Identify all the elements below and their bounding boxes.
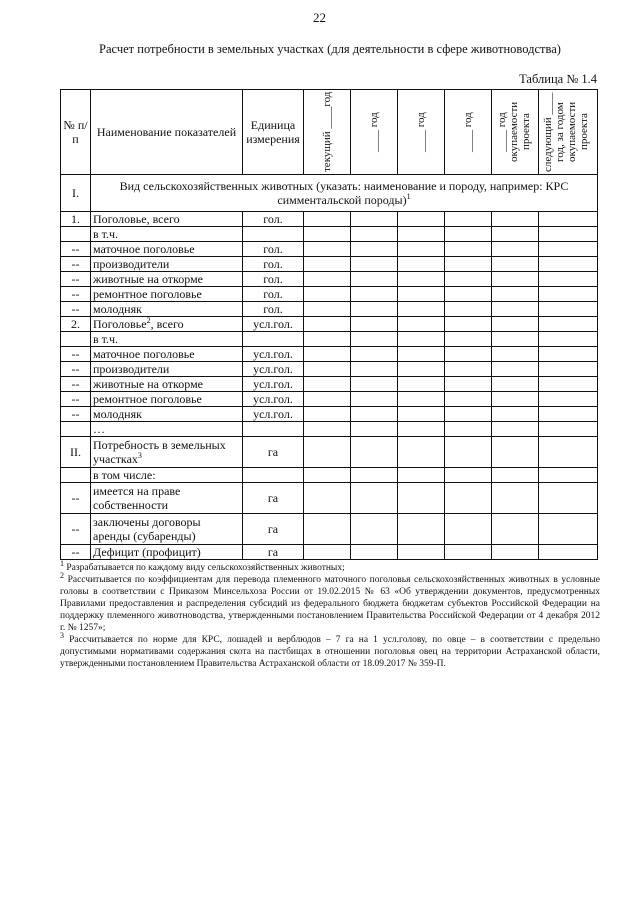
value-cell: [351, 227, 398, 242]
value-cell: [539, 257, 598, 272]
row-num: [61, 227, 91, 242]
value-cell: [351, 257, 398, 272]
row-name: имеется на праве собственности: [91, 483, 243, 514]
value-cell: [445, 407, 492, 422]
page-title: Расчет потребности в земельных участках (для деятельности в сфере животноводства): [99, 42, 561, 56]
value-cell: [304, 468, 351, 483]
section2-name: Потребность в земельных участках$^3$: [91, 437, 243, 468]
value-cell: [445, 392, 492, 407]
row-unit: га: [243, 545, 304, 560]
value-cell: [492, 422, 539, 437]
row-name: в т.ч.: [91, 332, 243, 347]
row-num: --: [61, 377, 91, 392]
header-year-current: текущий ____год: [304, 90, 351, 175]
value-cell: [351, 545, 398, 560]
value-cell: [398, 287, 445, 302]
header-year-2: ____ год: [351, 90, 398, 175]
value-cell: [539, 407, 598, 422]
row-unit: гол.: [243, 272, 304, 287]
row-name: маточное поголовье: [91, 347, 243, 362]
page-number: 22: [313, 10, 326, 25]
value-cell: [445, 422, 492, 437]
value-cell: [492, 347, 539, 362]
value-cell: [351, 317, 398, 332]
value-cell: [351, 362, 398, 377]
value-cell: [492, 483, 539, 514]
value-cell: [492, 468, 539, 483]
table-row: [61, 362, 598, 377]
value-cell: [492, 212, 539, 227]
value-cell: [492, 377, 539, 392]
value-cell: [445, 347, 492, 362]
row-name: ремонтное поголовье: [91, 287, 243, 302]
row-name: производители: [91, 257, 243, 272]
value-cell: [351, 242, 398, 257]
row-unit: гол.: [243, 212, 304, 227]
value-cell: [445, 362, 492, 377]
row-num: --: [61, 347, 91, 362]
row-name: в том числе:: [91, 468, 243, 483]
row-unit: гол.: [243, 257, 304, 272]
table-row: [61, 514, 598, 545]
row-name: животные на откорме: [91, 272, 243, 287]
section2-num: II.: [61, 437, 91, 468]
header-year-3: ____ год: [398, 90, 445, 175]
value-cell: [304, 242, 351, 257]
value-cell: [445, 257, 492, 272]
value-cell: [304, 377, 351, 392]
value-cell: [398, 468, 445, 483]
value-cell: [351, 437, 398, 468]
value-cell: [539, 287, 598, 302]
value-cell: [304, 407, 351, 422]
table-label: Таблица № 1.4: [519, 72, 597, 86]
value-cell: [492, 302, 539, 317]
value-cell: [304, 347, 351, 362]
row-name: Поголовье, всего: [91, 212, 243, 227]
value-cell: [398, 514, 445, 545]
value-cell: [539, 227, 598, 242]
value-cell: [539, 347, 598, 362]
value-cell: [304, 317, 351, 332]
value-cell: [539, 392, 598, 407]
header-num: № п/п: [61, 90, 91, 175]
value-cell: [398, 392, 445, 407]
value-cell: [539, 422, 598, 437]
header-year-payback: ____ год окупаемости проекта: [492, 90, 539, 175]
table-row: [61, 468, 598, 483]
value-cell: [351, 392, 398, 407]
value-cell: [304, 212, 351, 227]
value-cell: [304, 422, 351, 437]
table-row: [61, 287, 598, 302]
value-cell: [445, 242, 492, 257]
value-cell: [539, 302, 598, 317]
value-cell: [398, 227, 445, 242]
row-num: --: [61, 392, 91, 407]
value-cell: [539, 468, 598, 483]
value-cell: [539, 377, 598, 392]
row-unit: гол.: [243, 302, 304, 317]
value-cell: [304, 272, 351, 287]
value-cell: [398, 377, 445, 392]
value-cell: [445, 212, 492, 227]
row-name: заключены договоры аренды (субаренды): [91, 514, 243, 545]
value-cell: [445, 514, 492, 545]
footnote: $^1$ Разрабатывается по каждому виду сельскохозяйственных животных;: [60, 558, 345, 573]
row-num: --: [61, 257, 91, 272]
value-cell: [351, 422, 398, 437]
row-unit: усл.гол.: [243, 407, 304, 422]
value-cell: [492, 257, 539, 272]
value-cell: [445, 227, 492, 242]
row-num: --: [61, 302, 91, 317]
row-unit: [243, 468, 304, 483]
value-cell: [445, 302, 492, 317]
value-cell: [539, 212, 598, 227]
value-cell: [351, 377, 398, 392]
table-row: [61, 212, 598, 227]
footnote: $^2$ Рассчитывается по коэффициентам для перевода племенного маточного поголовья сельскохозяйственных животных в условные головы в соответствии с Приказом Минсельхоза России от 19.02.2015 № 63 «Об утверждении документов, предусмотренных Правилами предоставления и распределения субсидий из федерального бюджета бюджетам субъектов Российской Федерации на поддержку племенного животноводства, утвержденными постановлением Правительства Российской Федерации от 4 декабря 2012 г. № 1257»;: [60, 570, 600, 633]
table-row: [61, 272, 598, 287]
value-cell: [398, 483, 445, 514]
section2-unit: га: [243, 437, 304, 468]
value-cell: [304, 332, 351, 347]
value-cell: [398, 257, 445, 272]
row-num: --: [61, 545, 91, 560]
table-row: [61, 242, 598, 257]
value-cell: [398, 242, 445, 257]
value-cell: [539, 514, 598, 545]
table-row: [61, 392, 598, 407]
value-cell: [398, 212, 445, 227]
value-cell: [492, 407, 539, 422]
value-cell: [539, 332, 598, 347]
section2-row: [61, 437, 598, 468]
row-unit: усл.гол.: [243, 317, 304, 332]
value-cell: [492, 437, 539, 468]
value-cell: [351, 347, 398, 362]
row-unit: [243, 227, 304, 242]
value-cell: [492, 392, 539, 407]
row-unit: усл.гол.: [243, 347, 304, 362]
value-cell: [398, 332, 445, 347]
row-name: Дефицит (профицит): [91, 545, 243, 560]
row-unit: [243, 422, 304, 437]
row-name: …: [91, 422, 243, 437]
value-cell: [445, 377, 492, 392]
value-cell: [351, 302, 398, 317]
value-cell: [539, 545, 598, 560]
table-row: [61, 483, 598, 514]
value-cell: [304, 392, 351, 407]
value-cell: [398, 422, 445, 437]
value-cell: [304, 545, 351, 560]
section-row: [61, 175, 598, 212]
value-cell: [351, 407, 398, 422]
table-row: [61, 422, 598, 437]
value-cell: [539, 437, 598, 468]
row-name: в т.ч.: [91, 227, 243, 242]
table-row: [61, 317, 598, 332]
row-name: молодняк: [91, 407, 243, 422]
value-cell: [398, 347, 445, 362]
row-name: животные на откорме: [91, 377, 243, 392]
row-num: --: [61, 483, 91, 514]
header-name: Наименование показателей: [91, 90, 243, 175]
value-cell: [351, 468, 398, 483]
row-name: Поголовье$^2$, всего: [91, 317, 243, 332]
row-num: --: [61, 362, 91, 377]
value-cell: [351, 483, 398, 514]
value-cell: [351, 272, 398, 287]
value-cell: [398, 272, 445, 287]
row-num: 1.: [61, 212, 91, 227]
table-row: [61, 227, 598, 242]
value-cell: [492, 362, 539, 377]
value-cell: [539, 242, 598, 257]
row-unit: га: [243, 483, 304, 514]
row-unit: га: [243, 514, 304, 545]
row-num: [61, 332, 91, 347]
value-cell: [304, 227, 351, 242]
table-row: [61, 545, 598, 560]
value-cell: [445, 468, 492, 483]
value-cell: [304, 257, 351, 272]
row-unit: [243, 332, 304, 347]
value-cell: [351, 287, 398, 302]
row-num: --: [61, 242, 91, 257]
value-cell: [539, 272, 598, 287]
row-num: --: [61, 514, 91, 545]
value-cell: [445, 317, 492, 332]
row-name: производители: [91, 362, 243, 377]
value-cell: [492, 317, 539, 332]
row-name: молодняк: [91, 302, 243, 317]
value-cell: [398, 437, 445, 468]
value-cell: [304, 302, 351, 317]
row-num: --: [61, 407, 91, 422]
value-cell: [445, 437, 492, 468]
value-cell: [445, 272, 492, 287]
table-row: [61, 347, 598, 362]
value-cell: [398, 362, 445, 377]
row-num: --: [61, 287, 91, 302]
row-unit: гол.: [243, 287, 304, 302]
header-year-4: ____ год: [445, 90, 492, 175]
value-cell: [492, 227, 539, 242]
value-cell: [398, 545, 445, 560]
value-cell: [445, 483, 492, 514]
value-cell: [304, 287, 351, 302]
value-cell: [351, 212, 398, 227]
header-year-next: следующий ____ год, за годом окупаемости проекта: [539, 90, 598, 175]
row-unit: гол.: [243, 242, 304, 257]
row-unit: усл.гол.: [243, 392, 304, 407]
row-num: [61, 468, 91, 483]
value-cell: [304, 514, 351, 545]
value-cell: [304, 362, 351, 377]
table-row: [61, 332, 598, 347]
value-cell: [351, 332, 398, 347]
footnote: $^3$ Рассчитывается по норме для КРС, лошадей и верблюдов – 7 га на 1 усл.голову, по овце – в соответствии с предельно допустимыми нормативами содержания скота на пастбищах в отношении поголовья овец на территории Астраханской области, утвержденными постановлением Правительства Астраханской области от 18.09.2017 № 359-П.: [60, 630, 601, 669]
value-cell: [398, 317, 445, 332]
header-unit: Единица измерения: [243, 90, 304, 175]
section-description: Вид сельскохозяйственных животных (указать: наименование и породу, например: КРС симментальской породы)$^1$: [91, 175, 598, 212]
row-unit: усл.гол.: [243, 362, 304, 377]
row-num: --: [61, 272, 91, 287]
row-name: ремонтное поголовье: [91, 392, 243, 407]
value-cell: [492, 332, 539, 347]
value-cell: [304, 437, 351, 468]
land-requirements-table: [60, 89, 598, 560]
row-unit: усл.гол.: [243, 377, 304, 392]
value-cell: [492, 242, 539, 257]
footnotes: [60, 558, 601, 670]
table-row: [61, 257, 598, 272]
header-row: [61, 90, 598, 175]
value-cell: [539, 362, 598, 377]
value-cell: [445, 332, 492, 347]
value-cell: [492, 272, 539, 287]
row-num: 2.: [61, 317, 91, 332]
table-row: [61, 302, 598, 317]
value-cell: [539, 317, 598, 332]
value-cell: [492, 545, 539, 560]
value-cell: [445, 287, 492, 302]
table-row: [61, 407, 598, 422]
value-cell: [304, 483, 351, 514]
table-row: [61, 377, 598, 392]
value-cell: [398, 407, 445, 422]
value-cell: [492, 514, 539, 545]
value-cell: [398, 302, 445, 317]
row-num: [61, 422, 91, 437]
value-cell: [492, 287, 539, 302]
value-cell: [539, 483, 598, 514]
value-cell: [351, 514, 398, 545]
section-num: I.: [61, 175, 91, 212]
value-cell: [445, 545, 492, 560]
row-name: маточное поголовье: [91, 242, 243, 257]
